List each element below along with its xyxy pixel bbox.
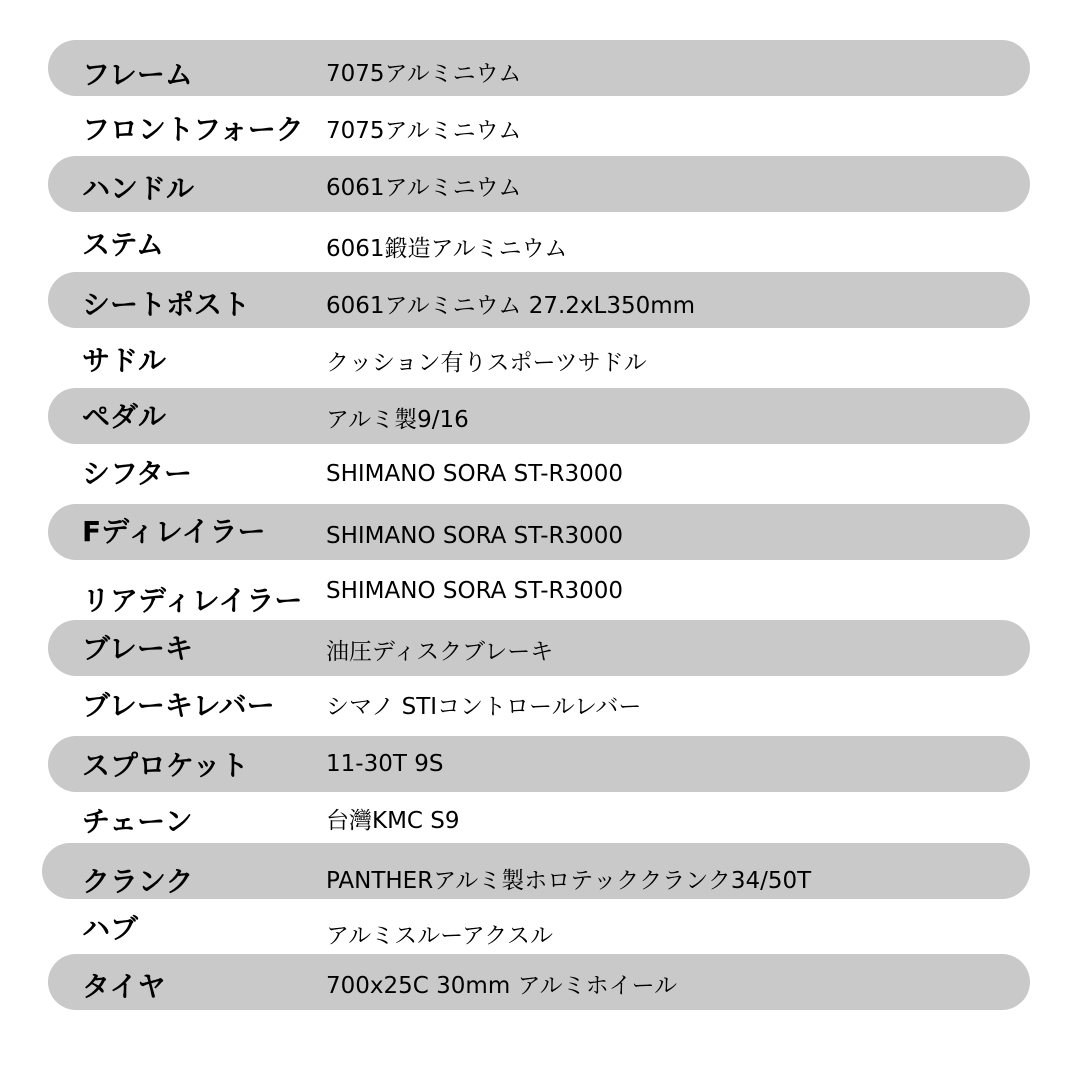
spec-row-handle <box>48 156 1030 212</box>
spec-row-seatpost <box>48 272 1030 328</box>
spec-label: スプロケット <box>82 749 249 782</box>
spec-value: 6061アルミニウム 27.2xL350mm <box>326 293 696 319</box>
spec-value: クッション有りスポーツサドル <box>326 350 647 376</box>
spec-row-hub <box>48 900 1030 956</box>
spec-value: 700x25C 30mm アルミホイール <box>326 973 678 999</box>
spec-row-rear-derailleur <box>48 568 1030 624</box>
spec-row-saddle <box>48 328 1030 384</box>
spec-value: 6061鍛造アルミニウム <box>326 236 568 262</box>
spec-row-brake-lever <box>48 676 1030 732</box>
spec-label: ブレーキ <box>82 632 193 665</box>
spec-label: ハブ <box>82 912 139 945</box>
spec-row-sprocket <box>48 736 1030 792</box>
spec-value: 7075アルミニウム <box>326 61 522 87</box>
spec-label: ペダル <box>82 400 167 433</box>
spec-value: 11-30T 9S <box>326 751 444 777</box>
spec-row-shifter <box>48 444 1030 500</box>
spec-value: アルミ製9/16 <box>326 407 469 433</box>
spec-label: フレーム <box>82 58 193 91</box>
spec-label: ステム <box>82 228 165 261</box>
spec-value: シマノ STIコントロールレバー <box>326 694 642 720</box>
spec-label: シフター <box>82 457 193 490</box>
spec-value: SHIMANO SORA ST-R3000 <box>326 461 624 487</box>
spec-label: フロントフォーク <box>82 113 304 146</box>
spec-label: タイヤ <box>82 970 166 1003</box>
spec-row-front-fork <box>48 97 1030 153</box>
spec-value: PANTHERアルミ製ホロテッククランク34/50T <box>326 868 812 894</box>
spec-value: SHIMANO SORA ST-R3000 <box>326 523 624 549</box>
spec-row-crank <box>42 843 1030 899</box>
spec-label: サドル <box>82 344 167 377</box>
spec-value: 油圧ディスクブレーキ <box>326 639 554 665</box>
spec-label: Fディレイラー <box>82 515 266 548</box>
spec-label: リアディレイラー <box>82 584 303 617</box>
spec-label: ハンドル <box>82 172 195 205</box>
spec-row-brake <box>48 620 1030 676</box>
spec-label: チェーン <box>82 805 193 838</box>
spec-value: SHIMANO SORA ST-R3000 <box>326 578 624 604</box>
spec-label: ブレーキレバー <box>82 689 275 722</box>
spec-row-frame <box>48 40 1030 96</box>
spec-label: シートポスト <box>82 288 251 321</box>
spec-label: クランク <box>82 865 194 898</box>
spec-row-pedal <box>48 388 1030 444</box>
spec-value: アルミスルーアクスル <box>326 923 554 949</box>
spec-value: 7075アルミニウム <box>326 118 522 144</box>
spec-value: 台灣KMC S9 <box>326 808 460 834</box>
spec-row-stem <box>48 212 1030 268</box>
spec-row-chain <box>48 792 1030 848</box>
spec-value: 6061アルミニウム <box>326 175 522 201</box>
spec-row-tire <box>48 954 1030 1010</box>
spec-row-front-derailleur <box>48 504 1030 560</box>
